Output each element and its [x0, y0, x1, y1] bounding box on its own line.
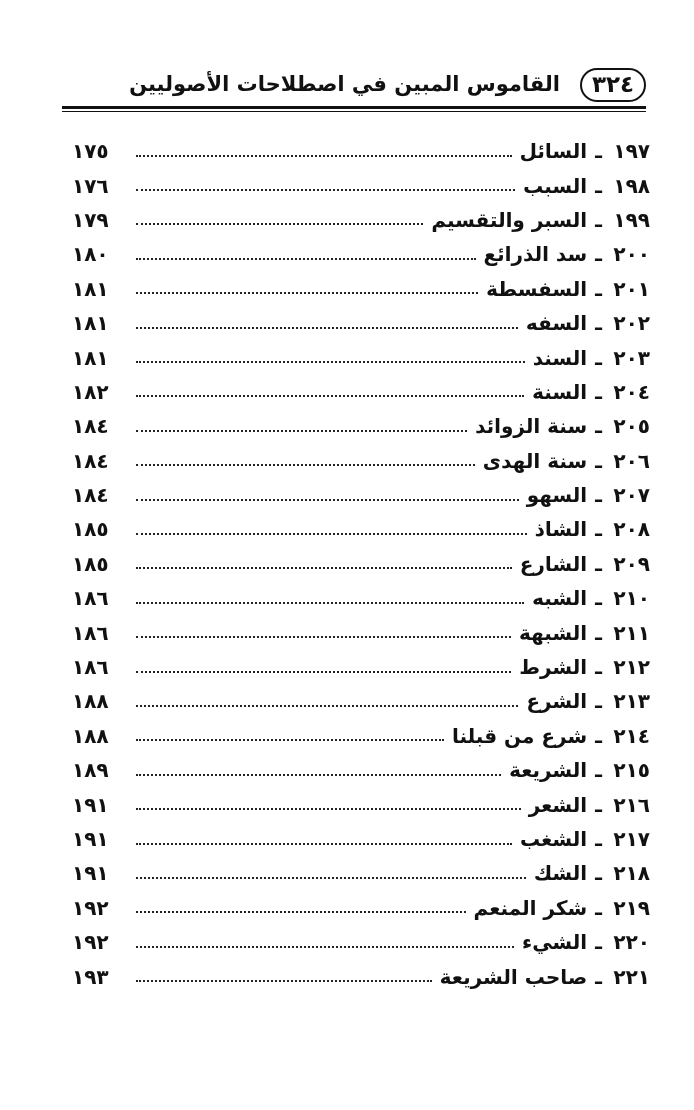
index-entry	[72, 340, 650, 374]
entry-term: سنة الهدى	[482, 448, 588, 473]
dot-leader	[136, 876, 526, 879]
dot-leader	[136, 326, 518, 329]
entry-term: السبر والتقسيم	[431, 207, 588, 232]
entry-page-number: ١٨٨	[72, 689, 109, 714]
index-entry	[72, 409, 650, 443]
entry-number: ٢٠٤	[613, 379, 650, 404]
entry-page-number: ١٨٤	[72, 414, 109, 439]
entry-number: ٢٠١	[613, 276, 650, 301]
entry-dash: ـ	[595, 311, 602, 336]
entry-term: الشاذ	[534, 517, 588, 542]
entry-number: ٢١٥	[613, 758, 650, 783]
entry-number: ٢١٤	[613, 723, 650, 748]
entry-term: السفه	[525, 311, 588, 336]
dot-leader	[136, 601, 524, 604]
entry-dash: ـ	[595, 723, 602, 748]
entry-number: ١٩٨	[613, 173, 650, 198]
dot-leader	[136, 188, 515, 191]
entry-term: الشيء	[521, 930, 588, 955]
entry-dash: ـ	[595, 551, 602, 576]
entry-dash: ـ	[595, 242, 602, 267]
entry-term: سنة الزوائد	[475, 414, 588, 439]
dot-leader	[136, 154, 512, 157]
entry-term: شكر المنعم	[473, 895, 588, 920]
entry-number: ٢٢٠	[613, 930, 650, 955]
dot-leader	[136, 257, 476, 260]
entry-page-number: ١٩٢	[72, 895, 109, 920]
entry-number: ١٩٧	[613, 139, 650, 164]
entry-term: الشريعة	[509, 758, 588, 783]
dot-leader	[136, 807, 521, 810]
entry-dash: ـ	[595, 655, 602, 680]
entry-number: ٢٠٥	[613, 414, 650, 439]
entry-term: السفسطة	[486, 276, 588, 301]
entry-page-number: ١٩١	[72, 827, 109, 851]
index-entry	[72, 581, 650, 615]
entry-term: الشغب	[519, 827, 588, 851]
dot-leader	[136, 945, 514, 948]
entry-dash: ـ	[595, 827, 602, 851]
index-entry	[72, 615, 650, 649]
index-entry	[72, 547, 650, 581]
entry-page-number: ١٨٠	[72, 242, 109, 267]
entry-page-number: ١٨٢	[72, 379, 109, 404]
index-entry	[72, 856, 650, 890]
entry-term: الشرع	[526, 689, 588, 714]
index-entry	[72, 375, 650, 409]
entry-dash: ـ	[595, 483, 602, 508]
entry-dash: ـ	[595, 276, 602, 301]
entry-page-number: ١٨٥	[72, 517, 109, 542]
index-entry	[72, 203, 650, 237]
dot-leader	[136, 704, 518, 707]
index-entry	[72, 822, 650, 856]
dot-leader	[136, 222, 423, 225]
entry-term: صاحب الشريعة	[439, 964, 588, 989]
entry-term: الشبه	[532, 586, 588, 611]
entry-term: السنة	[532, 379, 588, 404]
entry-number: ٢٢١	[613, 964, 650, 989]
entry-dash: ـ	[595, 964, 602, 989]
entry-term: السند	[532, 345, 588, 370]
entry-dash: ـ	[595, 139, 602, 164]
dot-leader	[136, 738, 444, 741]
dot-leader	[136, 291, 478, 294]
entry-page-number: ١٨٦	[72, 586, 109, 611]
entry-dash: ـ	[595, 207, 602, 232]
index-entry	[72, 168, 650, 202]
index-entry	[72, 959, 650, 993]
index-entry	[72, 719, 650, 753]
dot-leader	[136, 566, 512, 569]
entry-page-number: ١٩١	[72, 792, 109, 817]
entry-dash: ـ	[595, 345, 602, 370]
entry-term: السهو	[526, 483, 588, 508]
entry-dash: ـ	[595, 620, 602, 645]
page-number-frame	[580, 68, 646, 102]
entry-term: سد الذرائع	[483, 242, 588, 267]
entry-number: ٢١١	[613, 620, 650, 645]
index-entry	[72, 891, 650, 925]
dot-leader	[136, 773, 501, 776]
entry-number: ٢٠٢	[613, 311, 650, 336]
entry-number: ٢١٣	[613, 689, 650, 714]
entry-page-number: ١٨١	[72, 345, 109, 370]
entry-page-number: ١٩٣	[72, 964, 109, 989]
index-entry	[72, 444, 650, 478]
entry-term: السائل	[519, 139, 588, 164]
entry-dash: ـ	[595, 861, 602, 886]
entry-number: ٢١٦	[613, 792, 650, 817]
index-entry-list	[72, 134, 650, 994]
entry-page-number: ١٧٦	[72, 173, 109, 198]
index-entry	[72, 478, 650, 512]
dot-leader	[136, 670, 511, 673]
entry-number: ٢١٢	[613, 655, 650, 680]
dot-leader	[136, 532, 527, 535]
entry-page-number: ١٨٦	[72, 655, 109, 680]
entry-number: ٢٠٨	[613, 517, 650, 542]
entry-page-number: ١٨٨	[72, 723, 109, 748]
entry-page-number: ١٨٩	[72, 758, 109, 783]
index-entry	[72, 272, 650, 306]
entry-number: ٢٠٣	[613, 345, 650, 370]
header-rule-thin	[62, 111, 646, 112]
entry-dash: ـ	[595, 448, 602, 473]
entry-dash: ـ	[595, 379, 602, 404]
index-entry	[72, 925, 650, 959]
index-entry	[72, 512, 650, 546]
entry-number: ٢١٧	[613, 827, 650, 851]
header-rule-thick	[62, 106, 646, 109]
entry-page-number: ١٧٩	[72, 207, 109, 232]
entry-page-number: ١٩١	[72, 861, 109, 886]
dot-leader	[136, 498, 519, 501]
page-number: ٣٢٤	[591, 71, 635, 98]
entry-dash: ـ	[595, 414, 602, 439]
entry-number: ٢١٩	[613, 895, 650, 920]
entry-number: ٢٠٠	[613, 242, 650, 267]
entry-number: ٢٠٦	[613, 448, 650, 473]
entry-number: ١٩٩	[613, 207, 650, 232]
entry-number: ٢٠٧	[613, 483, 650, 508]
index-entry	[72, 237, 650, 271]
dot-leader	[136, 360, 525, 363]
entry-number: ٢١٨	[613, 861, 650, 886]
entry-dash: ـ	[595, 586, 602, 611]
dot-leader	[136, 463, 475, 466]
index-entry	[72, 650, 650, 684]
entry-page-number: ١٩٢	[72, 930, 109, 955]
entry-dash: ـ	[595, 689, 602, 714]
entry-page-number: ١٨١	[72, 276, 109, 301]
index-entry	[72, 787, 650, 821]
entry-number: ٢٠٩	[613, 551, 650, 576]
dot-leader	[136, 842, 512, 845]
entry-term: شرع من قبلنا	[451, 723, 588, 748]
entry-page-number: ١٨١	[72, 311, 109, 336]
entry-term: الشارع	[519, 551, 588, 576]
entry-page-number: ١٨٦	[72, 620, 109, 645]
entry-term: الشعر	[528, 792, 588, 817]
entry-page-number: ١٨٤	[72, 483, 109, 508]
entry-dash: ـ	[595, 895, 602, 920]
entry-dash: ـ	[595, 930, 602, 955]
entry-dash: ـ	[595, 758, 602, 783]
entry-term: الشبهة	[518, 620, 588, 645]
dot-leader	[136, 635, 511, 638]
entry-page-number: ١٨٤	[72, 448, 109, 473]
index-entry	[72, 306, 650, 340]
entry-dash: ـ	[595, 173, 602, 198]
running-title: القاموس المبين في اصطلاحات الأصوليين	[129, 72, 560, 96]
page-header	[62, 64, 646, 110]
entry-page-number: ١٨٥	[72, 551, 109, 576]
dot-leader	[136, 394, 524, 397]
entry-term: الشرط	[519, 655, 588, 680]
index-entry	[72, 134, 650, 168]
index-entry	[72, 684, 650, 718]
entry-dash: ـ	[595, 792, 602, 817]
entry-page-number: ١٧٥	[72, 139, 109, 164]
dot-leader	[136, 910, 466, 913]
dot-leader	[136, 979, 432, 982]
entry-term: السبب	[523, 173, 588, 198]
dot-leader	[136, 429, 467, 432]
index-entry	[72, 753, 650, 787]
entry-dash: ـ	[595, 517, 602, 542]
entry-number: ٢١٠	[613, 586, 650, 611]
entry-term: الشك	[533, 861, 588, 886]
